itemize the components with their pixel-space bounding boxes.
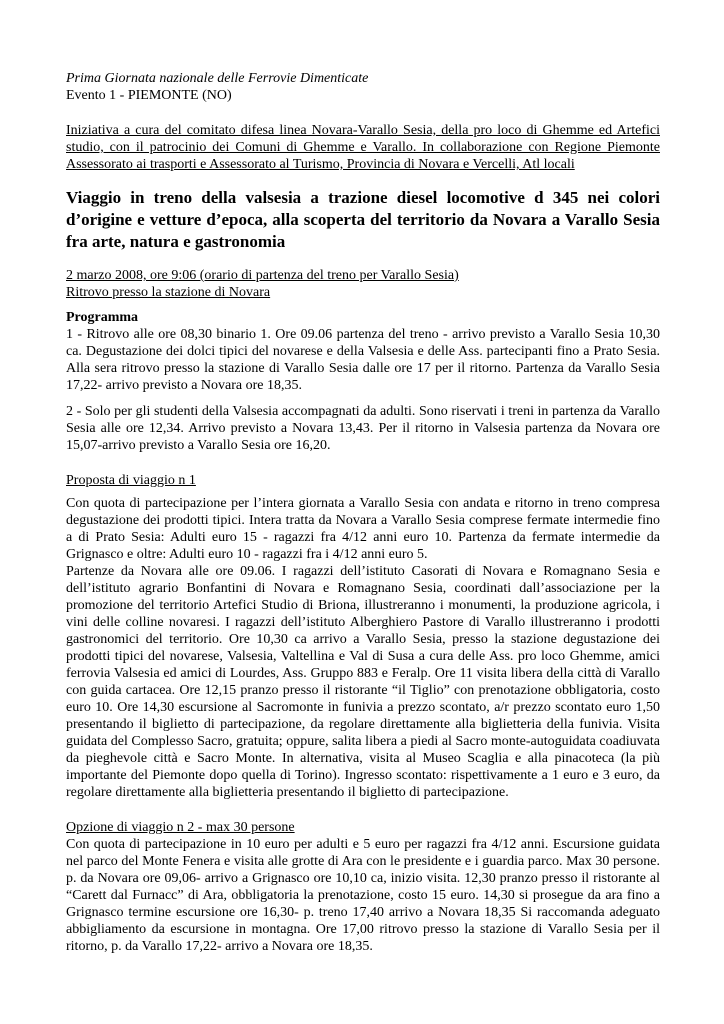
proposta-1-heading: Proposta di viaggio n 1 (66, 473, 196, 488)
proposta-1-paragraph-2: Partenze da Novara alle ore 09.06. I ragazzi dell’istituto Casorati di Novara e Romagnano Sesia e dell’istituto agrario Bonfantini di Novara e Romagnano Sesia, coordinati dall’associazione per la promozione del territorio Artefici Studio di Briona, illustreranno i monumenti, la produzione agricola, i vini delle colline novaresi. I ragazzi dell’istituto Alberghiero Pastore di Varallo illustreranno i prodotti gastronomici del territorio. Ore 10,30 ca arrivo a Varallo Sesia, presso la stazione degustazione dei prodotti tipici del novarese, Valsesia, Valtellina e Val di Susa a cura delle Ass. pro loco Ghemme, amici ferrovia Valsesia ed amici di Lourdes, Ass. Gruppo 883 e Feralp. Ore 11 visita libera della città di Varallo con guida cartacea. Ore 12,15 pranzo presso il ristorante “il Tiglio” con prenotazione obbligatoria, costo euro 10. Ore 14,30 escursione al Sacromonte in funivia a prezzo scontato, a/r prezzo scontato euro 1,50 presentando il biglietto di partecipazione, da regolare direttamente alla biglietteria della funivia. Visita guidata del Complesso Sacro, gratuita; oppure, salita libera a piedi al Sacro monte-autoguidata coadiuvata da pieghevole città e Sacro Monte. In alternativa, visita al Museo Scaglia e alla pinacoteca (la più importante del Piemonte dopo quella di Torino). Ingresso scontato: rispettivamente a 1 euro e 3 euro, da regolare direttamente alla biglietteria presentando il biglietto di partecipazione. (66, 564, 660, 800)
header-event-region: Evento 1 - PIEMONTE (NO) (66, 88, 232, 103)
proposta-1-paragraph-1: Con quota di partecipazione per l’intera giornata a Varallo Sesia con andata e ritorno in treno compresa degustazione dei prodotti tipici. Intera tratta da Novara a Varallo Sesia comprese fermate intermedie fino a di Prato Sesia: Adulti euro 15 - ragazzi fra 4/12 anni euro 10. Partenza da fermate intermedie da Grignasco e oltre: Adulti euro 10 - ragazzi fra i 4/12 anni euro 5. (66, 496, 660, 562)
opzione-2-paragraph: Con quota di partecipazione in 10 euro per adulti e 5 euro per ragazzi fra 4/12 anni. Escursione guidata nel parco del Monte Fenera e visita alle grotte di Ara con le presidente e i guardia parco. Max 30 persone. p. da Novara ore 09,06- arrivo a Grignasco ore 10,10 ca, inizio visita. 12,30 pranzo presso il ristorante al “Carett dal Furnacc” di Ara, obbligatoria la prenotazione, costo 15 euro. 14,30 si prosegue da ara fino a Grignasco termine escursione ore 16,30- p. treno 17,40 arrivo a Novara 18,35 Si raccomanda adeguato abbigliamento da escursione in montagna. Ore 17,00 ritrovo presso la stazione di Varallo Sesia per il ritorno, p. da Varallo 17,22- arrivo a Novara ore 18,35. (66, 837, 660, 954)
document-page (66, 70, 660, 955)
programma-item-2: 2 - Solo per gli studenti della Valsesia accompagnati da adulti. Sono riservati i treni in partenza da Varallo Sesia alle ore 12,34. Arrivo previsto a Novara 13,43. Per il ritorno in Valsesia partenza da Novara ore 15,07-arrivo previsto a Varallo Sesia ore 16,20. (66, 404, 660, 453)
header-event-name: Prima Giornata nazionale delle Ferrovie Dimenticate (66, 71, 369, 86)
opzione-2-heading: Opzione di viaggio n 2 - max 30 persone (66, 820, 295, 835)
date-line: 2 marzo 2008, ore 9:06 (orario di partenza del treno per Varallo Sesia) (66, 268, 459, 283)
meeting-line: Ritrovo presso la stazione di Novara (66, 285, 271, 300)
document-title: Viaggio in treno della valsesia a trazione diesel locomotive d 345 nei colori d’origine e vetture d’epoca, alla scoperta del territorio da Novara a Varallo Sesia fra arte, natura e gastronomia (66, 188, 660, 251)
programma-heading: Programma (66, 310, 139, 325)
programma-item-1: 1 - Ritrovo alle ore 08,30 binario 1. Ore 09.06 partenza del treno - arrivo previsto a Varallo Sesia 10,30 ca. Degustazione dei dolci tipici del novarese e della Valsesia e delle Ass. partecipanti fino a Prato Sesia. Alla sera ritrovo presso la stazione di Varallo Sesia dalle ore 17 per il ritorno. Partenza da Varallo Sesia 17,22- arrivo previsto a Novara ore 18,35. (66, 327, 660, 393)
initiative-paragraph: Iniziativa a cura del comitato difesa linea Novara-Varallo Sesia, della pro loco di Ghemme ed Artefici studio, con il patrocinio dei Comuni di Ghemme e Varallo. In collaborazione con Regione Piemonte Assessorato ai trasporti e Assessorato al Turismo, Provincia di Novara e Vercelli, Atl locali (66, 123, 660, 172)
